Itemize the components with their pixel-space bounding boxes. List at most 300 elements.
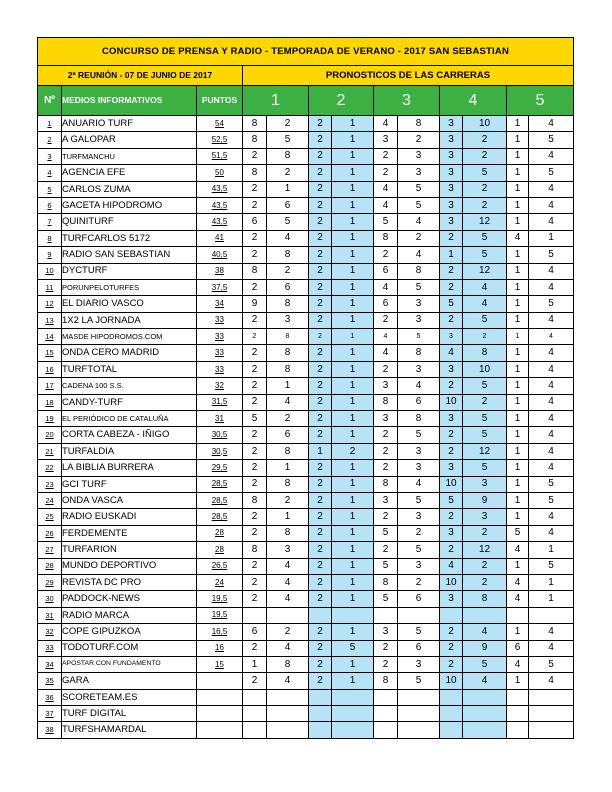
- media-name: TURFCARLOS 5172: [62, 230, 197, 246]
- pick-race-3: 5: [398, 329, 440, 345]
- pick-race-3: 8: [374, 574, 398, 590]
- row-number: 5: [38, 181, 62, 197]
- pick-race-4: [463, 689, 507, 705]
- pick-race-5: 4: [529, 525, 574, 541]
- pick-race-4: 2: [440, 263, 463, 279]
- pick-race-4: 12: [463, 214, 507, 230]
- pick-race-1: 2: [243, 558, 267, 574]
- pick-race-4: 12: [463, 263, 507, 279]
- pick-race-4: 9: [463, 492, 507, 508]
- pick-race-1: 8: [267, 443, 309, 459]
- pick-race-4: 2: [440, 443, 463, 459]
- pick-race-5: 4: [529, 312, 574, 328]
- table-row: [38, 607, 574, 623]
- pick-race-5: 1: [529, 230, 574, 246]
- pick-race-1: 8: [267, 296, 309, 312]
- pick-race-2: 1: [332, 378, 374, 394]
- pick-race-4: 5: [463, 427, 507, 443]
- pick-race-5: 4: [529, 279, 574, 295]
- points: 33: [197, 361, 243, 377]
- pick-race-1: 2: [267, 165, 309, 181]
- pick-race-5: 1: [507, 460, 529, 476]
- table-row: [38, 411, 574, 427]
- table-row: [38, 329, 574, 345]
- pick-race-2: 2: [309, 394, 332, 410]
- pick-race-1: 2: [243, 673, 267, 689]
- pick-race-1: 2: [243, 427, 267, 443]
- pick-race-4: [463, 706, 507, 722]
- pick-race-3: 4: [398, 214, 440, 230]
- pick-race-3: 3: [398, 443, 440, 459]
- row-number: 38: [38, 722, 62, 738]
- pick-race-3: 3: [374, 132, 398, 148]
- pick-race-4: 2: [440, 230, 463, 246]
- pick-race-1: 2: [243, 361, 267, 377]
- table-row: [38, 197, 574, 213]
- pick-race-5: 1: [507, 476, 529, 492]
- media-name: LA BIBLIA BURRERA: [62, 460, 197, 476]
- media-name: RADIO SAN SEBASTIAN: [62, 247, 197, 263]
- table-row: [38, 148, 574, 164]
- pick-race-5: 1: [507, 132, 529, 148]
- points: [197, 689, 243, 705]
- points: 37,5: [197, 279, 243, 295]
- pick-race-3: 5: [398, 181, 440, 197]
- pick-race-4: [440, 689, 463, 705]
- pick-race-3: 5: [398, 279, 440, 295]
- points: 28: [197, 525, 243, 541]
- pick-race-5: 1: [507, 148, 529, 164]
- pick-race-3: 3: [374, 624, 398, 640]
- pick-race-2: 1: [332, 394, 374, 410]
- media-name: GARA: [62, 673, 197, 689]
- pick-race-2: 1: [332, 542, 374, 558]
- pick-race-4: 4: [440, 558, 463, 574]
- row-number: 22: [38, 460, 62, 476]
- pick-race-3: 5: [374, 214, 398, 230]
- pick-race-3: 4: [374, 345, 398, 361]
- pick-race-5: 1: [507, 165, 529, 181]
- pick-race-5: 4: [529, 460, 574, 476]
- pick-race-1: 4: [267, 558, 309, 574]
- pick-race-2: 1: [332, 247, 374, 263]
- pick-race-4: 1: [440, 247, 463, 263]
- points: 34: [197, 296, 243, 312]
- points: [197, 673, 243, 689]
- pick-race-5: 1: [529, 574, 574, 590]
- pick-race-5: 1: [507, 197, 529, 213]
- pick-race-3: 8: [398, 345, 440, 361]
- pick-race-1: 8: [243, 116, 267, 132]
- pick-race-4: 2: [440, 427, 463, 443]
- pick-race-3: [398, 607, 440, 623]
- meeting-date: 2ª REUNIÓN - 07 DE JUNIO DE 2017: [38, 66, 243, 86]
- pick-race-5: 5: [529, 558, 574, 574]
- pick-race-1: 8: [267, 329, 309, 345]
- pick-race-4: 3: [463, 509, 507, 525]
- pick-race-3: 2: [374, 656, 398, 672]
- pick-race-4: 9: [463, 640, 507, 656]
- points: 28,5: [197, 492, 243, 508]
- row-number: 27: [38, 542, 62, 558]
- pick-race-1: 1: [243, 656, 267, 672]
- table-row: [38, 542, 574, 558]
- pick-race-5: 1: [507, 279, 529, 295]
- row-number: 31: [38, 607, 62, 623]
- pick-race-2: 2: [309, 427, 332, 443]
- points: 28,5: [197, 476, 243, 492]
- pick-race-1: 5: [267, 132, 309, 148]
- table-row: [38, 427, 574, 443]
- pick-race-3: 2: [374, 165, 398, 181]
- pick-race-4: 5: [463, 411, 507, 427]
- pick-race-4: 4: [463, 296, 507, 312]
- pick-race-5: 4: [529, 378, 574, 394]
- row-number: 16: [38, 361, 62, 377]
- pick-race-3: 4: [374, 279, 398, 295]
- pick-race-5: 1: [507, 394, 529, 410]
- pick-race-5: 4: [529, 427, 574, 443]
- pick-race-1: 5: [243, 411, 267, 427]
- pick-race-2: 1: [332, 165, 374, 181]
- pick-race-5: 1: [507, 263, 529, 279]
- pick-race-5: 5: [507, 525, 529, 541]
- pick-race-3: 2: [374, 509, 398, 525]
- points: 33: [197, 312, 243, 328]
- table-row: [38, 394, 574, 410]
- points: 40,5: [197, 247, 243, 263]
- pick-race-1: 2: [243, 329, 267, 345]
- points: 52,5: [197, 132, 243, 148]
- pick-race-1: 2: [243, 509, 267, 525]
- pick-race-5: 1: [507, 378, 529, 394]
- pick-race-3: 8: [374, 394, 398, 410]
- row-number: 30: [38, 591, 62, 607]
- points: 16: [197, 640, 243, 656]
- header-race-1: 1: [243, 86, 309, 116]
- pick-race-4: 5: [463, 230, 507, 246]
- pick-race-4: 12: [463, 443, 507, 459]
- pick-race-2: 2: [309, 132, 332, 148]
- pick-race-2: 2: [309, 673, 332, 689]
- pick-race-5: 1: [507, 312, 529, 328]
- media-name: MUNDO DEPORTIVO: [62, 558, 197, 574]
- pick-race-3: 4: [398, 476, 440, 492]
- pick-race-5: 4: [507, 591, 529, 607]
- table-row: [38, 509, 574, 525]
- pick-race-3: 3: [374, 378, 398, 394]
- row-number: 37: [38, 706, 62, 722]
- pick-race-5: 5: [529, 132, 574, 148]
- table-row: [38, 312, 574, 328]
- pick-race-5: 1: [507, 443, 529, 459]
- row-number: 28: [38, 558, 62, 574]
- pick-race-2: 2: [309, 165, 332, 181]
- pick-race-2: 1: [332, 148, 374, 164]
- pick-race-3: [398, 689, 440, 705]
- table-row: [38, 525, 574, 541]
- row-number: 36: [38, 689, 62, 705]
- pick-race-4: 2: [463, 329, 507, 345]
- pick-race-2: 2: [309, 214, 332, 230]
- media-name: ONDA VASCA: [62, 492, 197, 508]
- pick-race-2: 1: [332, 411, 374, 427]
- pick-race-3: 3: [398, 558, 440, 574]
- pick-race-4: 3: [440, 460, 463, 476]
- pick-race-4: 2: [463, 148, 507, 164]
- pick-race-4: 12: [463, 542, 507, 558]
- pick-race-1: 2: [243, 640, 267, 656]
- pick-race-2: 2: [309, 460, 332, 476]
- pick-race-3: 2: [374, 460, 398, 476]
- table-row: [38, 181, 574, 197]
- pick-race-3: 5: [398, 492, 440, 508]
- pick-race-4: 2: [440, 640, 463, 656]
- points: 50: [197, 165, 243, 181]
- pick-race-5: 1: [507, 247, 529, 263]
- pick-race-1: 6: [243, 624, 267, 640]
- pick-race-3: [398, 722, 440, 738]
- table-row: [38, 591, 574, 607]
- points: 30,5: [197, 427, 243, 443]
- pick-race-2: 1: [332, 329, 374, 345]
- header-medios: MEDIOS INFORMATIVOS: [62, 86, 197, 116]
- pick-race-5: [529, 607, 574, 623]
- pick-race-2: 1: [332, 361, 374, 377]
- pick-race-2: 2: [309, 329, 332, 345]
- row-number: 19: [38, 411, 62, 427]
- pick-race-1: 8: [267, 148, 309, 164]
- pick-race-1: 2: [267, 492, 309, 508]
- pick-race-2: 2: [309, 148, 332, 164]
- pick-race-5: [507, 607, 529, 623]
- pick-race-1: 2: [243, 197, 267, 213]
- media-name: FERDEMENTE: [62, 525, 197, 541]
- pick-race-4: 2: [463, 525, 507, 541]
- pick-race-5: 4: [507, 574, 529, 590]
- pick-race-3: 3: [398, 656, 440, 672]
- pick-race-3: 4: [374, 116, 398, 132]
- table-row: [38, 492, 574, 508]
- pick-race-2: 1: [332, 460, 374, 476]
- row-number: 7: [38, 214, 62, 230]
- pick-race-4: 3: [440, 148, 463, 164]
- row-number: 34: [38, 656, 62, 672]
- pick-race-3: [398, 706, 440, 722]
- pick-race-2: [332, 706, 374, 722]
- pick-race-2: 1: [332, 558, 374, 574]
- pick-race-2: 2: [309, 574, 332, 590]
- pick-race-1: 8: [267, 525, 309, 541]
- pick-race-2: 1: [332, 214, 374, 230]
- pick-race-5: 4: [529, 263, 574, 279]
- row-number: 18: [38, 394, 62, 410]
- pick-race-5: 1: [507, 411, 529, 427]
- pick-race-1: 5: [267, 214, 309, 230]
- row-number: 32: [38, 624, 62, 640]
- pick-race-2: 2: [309, 640, 332, 656]
- pick-race-4: 2: [463, 132, 507, 148]
- pick-race-5: 4: [529, 443, 574, 459]
- pick-race-1: 2: [243, 476, 267, 492]
- pick-race-2: 1: [332, 296, 374, 312]
- pick-race-1: 6: [267, 197, 309, 213]
- header-race-3: 3: [374, 86, 440, 116]
- pick-race-5: 4: [507, 656, 529, 672]
- pick-race-4: 2: [463, 197, 507, 213]
- pick-race-5: 5: [529, 165, 574, 181]
- pick-race-3: 8: [374, 673, 398, 689]
- points: 54: [197, 116, 243, 132]
- pick-race-2: 2: [309, 591, 332, 607]
- pick-race-3: 6: [398, 640, 440, 656]
- pick-race-1: 2: [267, 624, 309, 640]
- pick-race-2: 2: [309, 558, 332, 574]
- pick-race-4: 10: [440, 574, 463, 590]
- pick-race-2: 2: [309, 525, 332, 541]
- pick-race-3: 2: [398, 230, 440, 246]
- pick-race-5: 4: [529, 411, 574, 427]
- pick-race-1: 2: [243, 443, 267, 459]
- pick-race-3: 4: [374, 329, 398, 345]
- pick-race-5: 5: [529, 656, 574, 672]
- pick-race-2: 1: [332, 116, 374, 132]
- row-number: 13: [38, 312, 62, 328]
- media-name: TURFALDIA: [62, 443, 197, 459]
- pick-race-1: 2: [243, 247, 267, 263]
- pick-race-1: 6: [267, 279, 309, 295]
- table-row: [38, 476, 574, 492]
- points: 31,5: [197, 394, 243, 410]
- points: 38: [197, 263, 243, 279]
- row-number: 21: [38, 443, 62, 459]
- pick-race-4: 2: [463, 394, 507, 410]
- row-number: 11: [38, 279, 62, 295]
- pick-race-3: 4: [398, 378, 440, 394]
- pick-race-4: 8: [463, 591, 507, 607]
- media-name: CORTA CABEZA - IÑIGO: [62, 427, 197, 443]
- pick-race-5: 4: [529, 394, 574, 410]
- media-name: CANDY-TURF: [62, 394, 197, 410]
- pick-race-2: 2: [309, 312, 332, 328]
- pick-race-1: [267, 607, 309, 623]
- pick-race-4: [440, 607, 463, 623]
- pick-race-5: 5: [529, 296, 574, 312]
- points: 26,5: [197, 558, 243, 574]
- pick-race-1: 6: [267, 427, 309, 443]
- pick-race-5: 4: [529, 640, 574, 656]
- pick-race-4: 10: [440, 394, 463, 410]
- pick-race-1: 8: [243, 132, 267, 148]
- pick-race-4: 3: [440, 116, 463, 132]
- pick-race-4: 2: [440, 542, 463, 558]
- table-row: [38, 263, 574, 279]
- pick-race-5: 1: [529, 542, 574, 558]
- row-number: 8: [38, 230, 62, 246]
- pick-race-1: 8: [267, 361, 309, 377]
- row-number: 29: [38, 574, 62, 590]
- pick-race-2: 1: [332, 279, 374, 295]
- row-number: 10: [38, 263, 62, 279]
- pick-race-5: [507, 706, 529, 722]
- table-row: [38, 247, 574, 263]
- pick-race-4: [440, 722, 463, 738]
- media-name: PADDOCK-NEWS: [62, 591, 197, 607]
- pick-race-1: [243, 722, 267, 738]
- pick-race-2: 1: [332, 525, 374, 541]
- points: 43,5: [197, 197, 243, 213]
- pick-race-5: 1: [507, 329, 529, 345]
- table-row: [38, 214, 574, 230]
- points: 43,5: [197, 181, 243, 197]
- pick-race-5: 1: [507, 214, 529, 230]
- pick-race-1: [267, 706, 309, 722]
- pick-race-2: 2: [309, 116, 332, 132]
- pick-race-3: 5: [374, 558, 398, 574]
- pick-race-4: 5: [440, 296, 463, 312]
- table-row: [38, 624, 574, 640]
- pick-race-3: 2: [398, 574, 440, 590]
- pick-race-5: [529, 706, 574, 722]
- pick-race-2: 2: [309, 247, 332, 263]
- pick-race-2: 1: [332, 312, 374, 328]
- table-row: [38, 722, 574, 738]
- pick-race-4: 5: [440, 492, 463, 508]
- row-number: 12: [38, 296, 62, 312]
- media-name: REVISTA DC PRO: [62, 574, 197, 590]
- section-title: PRONOSTICOS DE LAS CARRERAS: [243, 66, 574, 86]
- table-row: [38, 230, 574, 246]
- pick-race-1: 3: [267, 312, 309, 328]
- points: 16,5: [197, 624, 243, 640]
- pick-race-4: 10: [440, 673, 463, 689]
- pick-race-1: 1: [267, 509, 309, 525]
- pick-race-5: 4: [529, 181, 574, 197]
- pick-race-4: 3: [440, 411, 463, 427]
- media-name: GCI TURF: [62, 476, 197, 492]
- pick-race-4: 2: [463, 558, 507, 574]
- pick-race-5: 4: [529, 197, 574, 213]
- pick-race-5: 1: [529, 591, 574, 607]
- pick-race-3: 4: [374, 197, 398, 213]
- row-number: 20: [38, 427, 62, 443]
- pick-race-5: 4: [529, 509, 574, 525]
- pick-race-5: 4: [507, 230, 529, 246]
- pick-race-3: 2: [374, 361, 398, 377]
- row-number: 24: [38, 492, 62, 508]
- header-race-5: 5: [507, 86, 574, 116]
- pick-race-1: 8: [243, 263, 267, 279]
- pick-race-5: 1: [507, 427, 529, 443]
- pick-race-1: 2: [243, 230, 267, 246]
- pick-race-2: [332, 607, 374, 623]
- pick-race-4: 2: [440, 279, 463, 295]
- pick-race-1: 8: [267, 476, 309, 492]
- pick-race-3: 2: [374, 148, 398, 164]
- pick-race-4: 3: [440, 214, 463, 230]
- pick-race-1: 2: [267, 263, 309, 279]
- row-number: 33: [38, 640, 62, 656]
- pick-race-1: 8: [243, 542, 267, 558]
- pick-race-3: 6: [398, 394, 440, 410]
- media-name: PORUNPELOTURFES: [62, 279, 197, 295]
- points: 28: [197, 542, 243, 558]
- points: 32: [197, 378, 243, 394]
- pick-race-2: 1: [332, 263, 374, 279]
- table-row: [38, 361, 574, 377]
- pick-race-1: 9: [243, 296, 267, 312]
- pick-race-2: 2: [309, 509, 332, 525]
